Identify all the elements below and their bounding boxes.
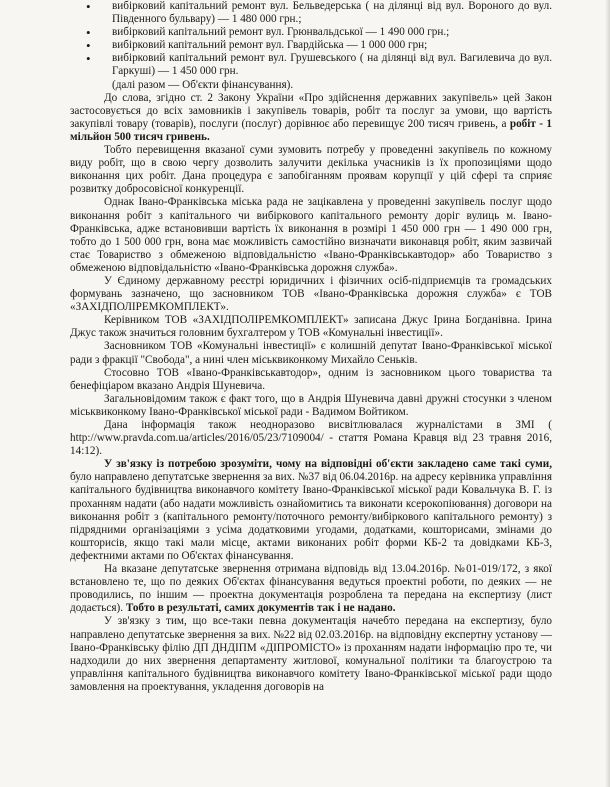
paragraph: Дана інформація також неодноразово висвітлювалася журналістами в ЗМІ ( http://www.pravda.com.ua/articles/2016/05/23/7109004/ - стаття Романа Кравця від 23 травня 2016, 14:12).: [70, 419, 552, 458]
paragraph: Тобто перевищення вказаної суми зумовить потребу у проведенні закупівель по кожному виду робіт, що в свою чергу дозволить залучити декілька учасників із їх пропозиціями щодо виконання цих робіт. Дана процедура є запобіганням проявам корупції у цій сфері та сприяє розвитку добросовісної конкуренції.: [70, 144, 552, 196]
paragraph-bold: У зв'язку із потребою зрозуміти, чому на відповідні об'єкти закладено саме такі суми,: [104, 458, 552, 471]
paragraph: [70, 92, 552, 144]
list-item: • вибірковий капітальний ремонт вул. Грюнвальдської — 1 490 000 грн.;: [70, 26, 552, 39]
list-item: • вибірковий капітальний ремонт вул. Гвардійська — 1 000 000 грн;: [70, 39, 552, 52]
paragraph-bold: Тобто в результаті, самих документів так і не надано.: [125, 602, 396, 615]
bullet-note: (далі разом — Об'єкти фінансування).: [112, 78, 294, 91]
bullet-list: [70, 0, 552, 79]
paragraph: У зв'язку з тим, що все-таки певна документація начебто передана на експертизу, було направлено депутатське звернення за вих. №22 від 02.03.2016р. на відповідну експертну установу — Івано-Франківську філію ДП ДНДІПМ «ДІПРОМІСТО» із проханням надати інформацію про те, чи надходили до них звернення департаменту житлової, комунальної політики та благоустрою та управління капітального будівництва виконавчого комітету Івано-Франківської міської ради щодо замовлення на проектування, укладення договорів на: [70, 615, 552, 693]
list-item: • вибірковий капітальний ремонт вул. Грушевського ( на ділянці від вул. Вагилевича до вул. Гаркуші) — 1 450 000 грн.: [70, 52, 552, 78]
paragraph-text: До слова, згідно ст. 2 Закону України «Про здійснення державних закупівель» цей Закон застосовується до всіх замовників і закупівель товарів, робіт та послуг за умови, що вартість закупівлі товару (товарів), послуги (послуг) дорівнює або перевищує 200 тисяч гривень, а: [70, 91, 552, 130]
paragraph: Загальновідомим також є факт того, що в Андрія Шуневича давні дружні стосунки з членом міськвиконкому Івано-Франківської міської ради - Вадимом Войтиком.: [70, 392, 552, 418]
paragraph-text: було направлено депутатське звернення за вих. №37 від 06.04.2016р. на адресу керівника управління капітального будівництва виконавчого комітету Івано-Франківської міської ради Ковальчука В. Г. із проханням надати (або надати можливість ознайомитись та виконати ксерокопіювання) договори на виконання робіт з (капітального ремонту/поточного ремонту/вибіркового капітального ремонту) з підрядними організаціями з усіма додатковими угодами, додатками, кошторисами, змінами до кошторисів, якщо такі мали місце, актами виконаних робіт форми КБ-2 та довідками КБ-3, дефектними актами по Об'єктах фінансування.: [70, 471, 552, 562]
paragraph-text: На вказане депутатське звернення отримана відповідь від 13.04.2016р. №01-019/172, з якої встановлено те, що по деяких Об'єктах фінансування ведуться проектні роботи, по деяких — не проводились, по іншим — проектна документація розроблена та передана на експертизу (лист додається).: [70, 563, 552, 615]
paragraph-bold: робіт - 1 мільйон 500 тисяч гривень.: [70, 117, 552, 143]
paragraph: Керівником ТОВ «ЗАХІДПОЛІРЕМКОМПЛЕКТ» записана Джус Ірина Богданівна. Ірина Джус також значиться головним бухгалтером у ТОВ «Комунальні інвестиції».: [70, 314, 552, 340]
paragraph: Стосовно ТОВ «Івано-Франківськавтодор», одним із засновником цього товариства та бенефіціаром вказано Андрія Шуневича.: [70, 366, 552, 392]
paragraph: [70, 563, 552, 615]
paragraph: Однак Івано-Франківська міська рада не зацікавлена у проведенні закупівель послуг щодо виконання робіт з капітального чи вибіркового капітального ремонту доріг вулиць м. Івано-Франківська, адже встановивши вартість їх виконання в розмірі 1 450 000 грн — 1 490 000 грн, тобто до 1 500 000 грн, вона має можливість самостійно визначати виконавця робіт, яким зазвичай стає Товариство з обмеженою відповідальністю «Івано-Франківськавтодор» або Товариство з обмеженою відповідальністю «Івано-Франківська дорожня служба».: [70, 196, 552, 274]
paragraph: У Єдиному державному реєстрі юридичних і фізичних осіб-підприємців та громадських формувань зазначено, що засновником ТОВ «Івано-Франківська дорожня служба» є ТОВ «ЗАХІДПОЛІРЕМКОМПЛЕКТ».: [70, 274, 552, 314]
paragraph: Засновником ТОВ «Комунальні інвестиції» є колишній депутат Івано-Франківської міської ради з фракції "Свобода", а нині член міськвиконкому Михайло Сеньків.: [70, 340, 552, 366]
list-item: • вибірковий капітальний ремонт вул. Бельведерська ( на ділянці від вул. Вороного до вул. Південного бульвару) — 1 480 000 грн.;: [70, 0, 552, 26]
paragraph: [70, 458, 552, 563]
